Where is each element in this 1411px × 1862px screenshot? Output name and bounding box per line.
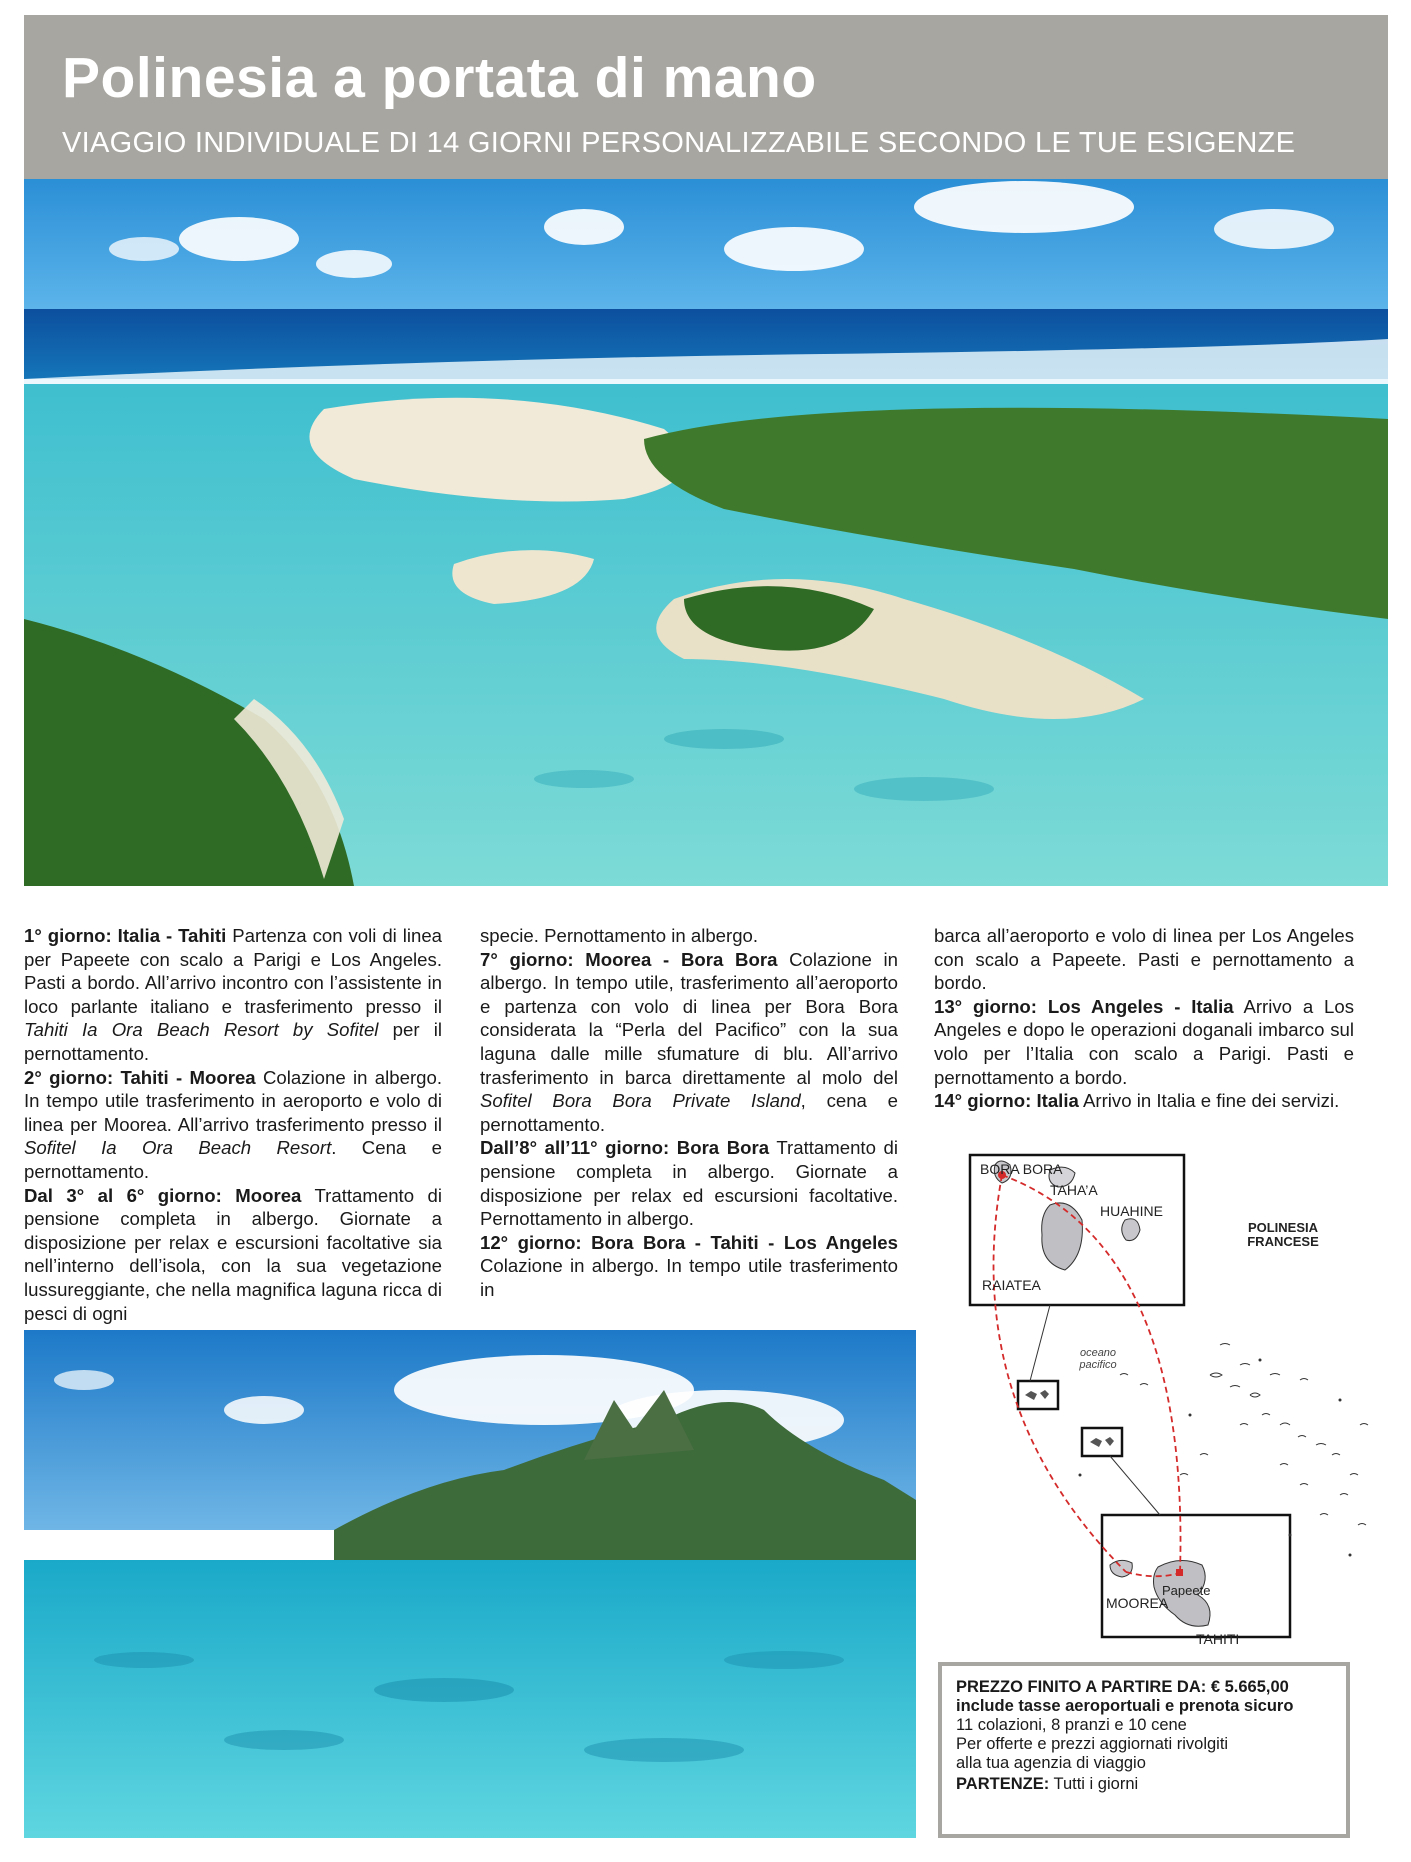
map-label-raiatea: RAIATEA [982, 1277, 1041, 1293]
day-entry: 13° giorno: Los Angeles - Italia Arrivo a Los Angeles e dopo le operazioni doganali imbarco sul volo per l’Italia con scalo a Parigi. Pasti e pernottamento a bordo. [934, 995, 1354, 1088]
day-entry: barca all’aeroporto e volo di linea per Los Angeles con scalo a Papeete. Pasti e pernottamento a bordo. [934, 925, 1354, 994]
day-entry: 12° giorno: Bora Bora - Tahiti - Los Angeles Colazione in albergo. In tempo utile trasferimento in [480, 1231, 898, 1300]
offers-note-2: alla tua agenzia di viaggio [956, 1754, 1146, 1772]
itinerary-column-1 [24, 924, 442, 1325]
header-banner [24, 15, 1388, 179]
day-title: 12° giorno: Bora Bora - Tahiti - Los Angeles [480, 1231, 898, 1253]
day-entry: specie. Pernottamento in albergo. [480, 925, 759, 946]
lagoon-aerial-photo [24, 179, 1388, 886]
day-entry: 14° giorno: Italia Arrivo in Italia e fine dei servizi. [934, 1090, 1340, 1112]
departures-label: PARTENZE: [956, 1775, 1050, 1793]
day-entry: 2° giorno: Tahiti - Moorea Colazione in albergo. In tempo utile trasferimento in aeroporto e volo di linea per Moorea. All’arrivo trasferimento presso il Sofitel Ia Ora Beach Resort. Cena e pernottamento. [24, 1066, 442, 1182]
map-label-papeete: Papeete [1162, 1583, 1211, 1598]
departures [956, 1775, 1332, 1794]
meals-info: 11 colazioni, 8 pranzi e 10 cene [956, 1716, 1187, 1734]
offers-note: Per offerte e prezzi aggiornati rivolgiti [956, 1735, 1229, 1753]
itinerary-column-2 [480, 924, 898, 1302]
day-title: 1° giorno: Italia - Tahiti [24, 925, 227, 946]
page-title: Polinesia a portata di mano [62, 46, 817, 110]
day-title: 14° giorno: Italia [934, 1090, 1079, 1112]
polynesia-map [940, 1125, 1380, 1645]
map-label-ocean: oceano pacifico [1079, 1347, 1117, 1371]
map-label-huahine: HUAHINE [1100, 1203, 1164, 1219]
price-box [938, 1662, 1350, 1838]
itinerary-column-3 [934, 924, 1354, 1113]
day-entry: 7° giorno: Moorea - Bora Bora Colazione in albergo. In tempo utile, trasferimento all’aeroporto e partenza con volo di linea per Bora Bora considerata la “Perla del Pacifico” con la sua laguna dalle mille sfumature di blu. All’arrivo trasferimento in barca direttamente al molo del Sofitel Bora Bora Private Island, cena e pernottamento. [480, 948, 898, 1135]
day-title: Dall’8° all’11° giorno: Bora Bora [480, 1137, 770, 1159]
day-title: Dal 3° al 6° giorno: Moorea [24, 1184, 302, 1206]
day-title: 2° giorno: Tahiti - Moorea [24, 1066, 256, 1088]
moorea-shore-photo [24, 1330, 916, 1838]
price-line: PREZZO FINITO A PARTIRE DA: € 5.665,00 [956, 1678, 1289, 1696]
day-entry: Dall’8° all’11° giorno: Bora Bora Trattamento di pensione completa in albergo. Giornate a disposizione per relax ed escursioni facoltative. Pernottamento in albergo. [480, 1137, 898, 1230]
price-includes: include tasse aeroportuali e prenota sicuro [956, 1697, 1294, 1715]
map-label-region: POLINESIA FRANCESE [1247, 1220, 1319, 1249]
departures-value: Tutti i giorni [1053, 1775, 1139, 1793]
page-subtitle: VIAGGIO INDIVIDUALE DI 14 GIORNI PERSONALIZZABILE SECONDO LE TUE ESIGENZE [62, 127, 1296, 159]
map-label-bora-bora: BORA BORA [980, 1161, 1063, 1177]
map-label-tahaa: TAHA’A [1050, 1182, 1098, 1198]
day-title: 13° giorno: Los Angeles - Italia [934, 995, 1234, 1017]
map-label-moorea: MOOREA [1106, 1595, 1169, 1611]
map-label-tahiti: TAHITI [1196, 1631, 1240, 1647]
day-entry: Dal 3° al 6° giorno: Moorea Trattamento di pensione completa in albergo. Giornate a disposizione per relax e escursioni facoltative sia nell’interno dell’isola, con la sua vegetazione lussureggiante, che nella magnifica laguna ricca di pesci di ogni [24, 1184, 442, 1324]
day-entry: 1° giorno: Italia - Tahiti Partenza con voli di linea per Papeete con scalo a Parigi e Los Angeles. Pasti a bordo. All’arrivo incontro con l’assistente in loco parlante italiano e trasferimento presso il Tahiti Ia Ora Beach Resort by Sofitel per il pernottamento. [24, 925, 443, 1064]
day-title: 7° giorno: Moorea - Bora Bora [480, 948, 778, 970]
